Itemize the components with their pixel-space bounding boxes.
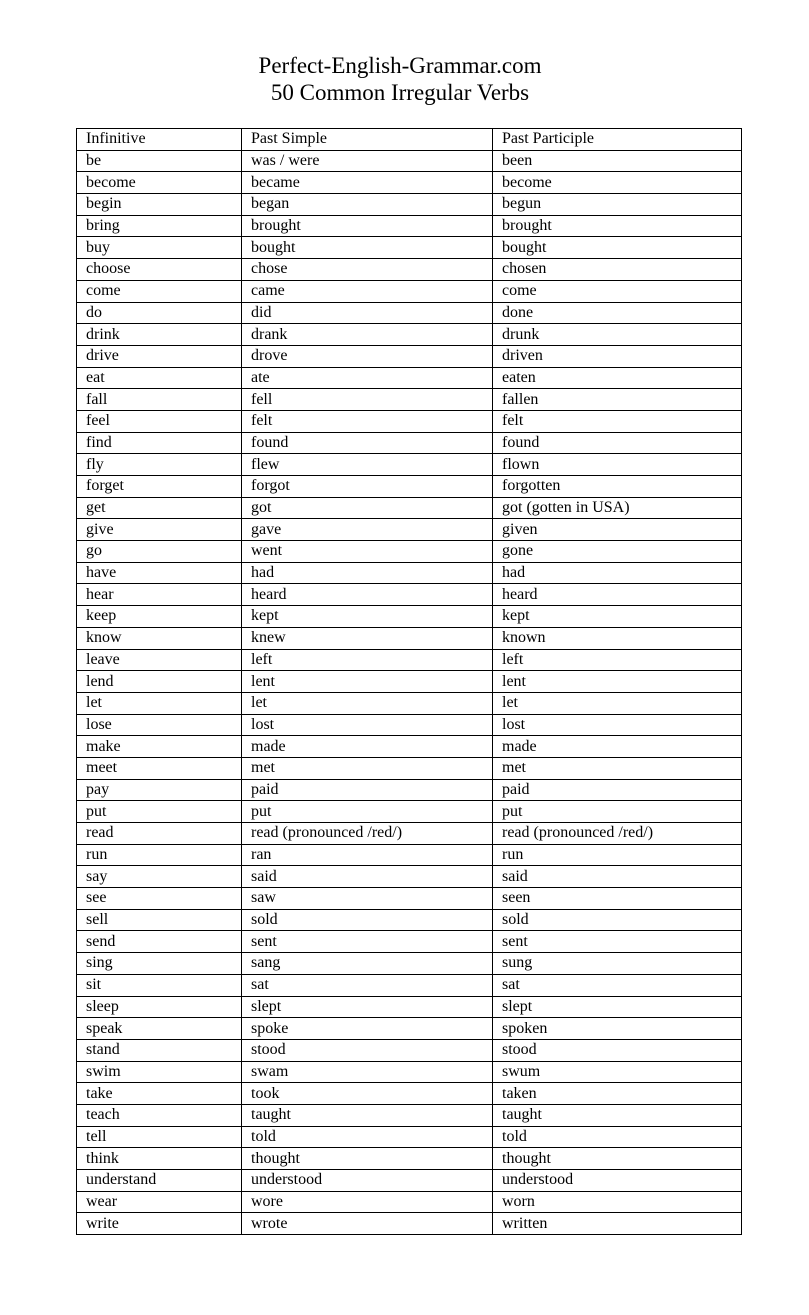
- cell-past-participle: told: [493, 1126, 742, 1148]
- cell-infinitive: give: [77, 519, 242, 541]
- cell-past-simple: came: [242, 280, 493, 302]
- cell-past-simple: was / were: [242, 150, 493, 172]
- cell-past-participle: thought: [493, 1148, 742, 1170]
- cell-past-participle: become: [493, 172, 742, 194]
- table-row: [77, 389, 742, 411]
- cell-infinitive: keep: [77, 606, 242, 628]
- cell-past-simple: slept: [242, 996, 493, 1018]
- cell-past-simple: sent: [242, 931, 493, 953]
- cell-infinitive: read: [77, 823, 242, 845]
- cell-past-simple: lost: [242, 714, 493, 736]
- cell-past-simple: drank: [242, 324, 493, 346]
- table-row: [77, 410, 742, 432]
- table-row: [77, 215, 742, 237]
- cell-infinitive: pay: [77, 779, 242, 801]
- table-row: [77, 1083, 742, 1105]
- cell-past-participle: been: [493, 150, 742, 172]
- cell-past-simple: began: [242, 194, 493, 216]
- cell-past-simple: thought: [242, 1148, 493, 1170]
- table-row: [77, 757, 742, 779]
- cell-past-simple: had: [242, 562, 493, 584]
- column-header-past-participle: Past Participle: [493, 129, 742, 151]
- table-row: [77, 1170, 742, 1192]
- cell-past-participle: begun: [493, 194, 742, 216]
- cell-infinitive: understand: [77, 1170, 242, 1192]
- cell-infinitive: do: [77, 302, 242, 324]
- cell-infinitive: know: [77, 627, 242, 649]
- cell-past-simple: felt: [242, 410, 493, 432]
- cell-infinitive: sit: [77, 974, 242, 996]
- table-row: [77, 931, 742, 953]
- table-row: [77, 172, 742, 194]
- document-title: 50 Common Irregular Verbs: [270, 80, 530, 105]
- cell-past-simple: sat: [242, 974, 493, 996]
- cell-past-participle: met: [493, 757, 742, 779]
- cell-infinitive: buy: [77, 237, 242, 259]
- cell-past-simple: saw: [242, 888, 493, 910]
- cell-infinitive: stand: [77, 1039, 242, 1061]
- cell-infinitive: see: [77, 888, 242, 910]
- cell-infinitive: teach: [77, 1104, 242, 1126]
- table-row: [77, 584, 742, 606]
- cell-infinitive: lend: [77, 671, 242, 693]
- cell-past-simple: bought: [242, 237, 493, 259]
- cell-infinitive: lose: [77, 714, 242, 736]
- cell-past-participle: fallen: [493, 389, 742, 411]
- cell-past-simple: read (pronounced /red/): [242, 823, 493, 845]
- table-header-row: [77, 129, 742, 151]
- table-row: [77, 974, 742, 996]
- cell-infinitive: eat: [77, 367, 242, 389]
- cell-past-simple: chose: [242, 259, 493, 281]
- cell-infinitive: speak: [77, 1018, 242, 1040]
- cell-infinitive: wear: [77, 1191, 242, 1213]
- cell-past-simple: kept: [242, 606, 493, 628]
- table-row: [77, 280, 742, 302]
- table-row: [77, 237, 742, 259]
- cell-past-participle: worn: [493, 1191, 742, 1213]
- cell-past-participle: chosen: [493, 259, 742, 281]
- cell-infinitive: fly: [77, 454, 242, 476]
- cell-past-simple: did: [242, 302, 493, 324]
- cell-past-participle: swum: [493, 1061, 742, 1083]
- cell-infinitive: tell: [77, 1126, 242, 1148]
- cell-infinitive: make: [77, 736, 242, 758]
- cell-past-simple: brought: [242, 215, 493, 237]
- table-row: [77, 432, 742, 454]
- cell-past-participle: kept: [493, 606, 742, 628]
- cell-past-simple: stood: [242, 1039, 493, 1061]
- table-row: [77, 497, 742, 519]
- cell-infinitive: say: [77, 866, 242, 888]
- cell-past-participle: stood: [493, 1039, 742, 1061]
- cell-infinitive: find: [77, 432, 242, 454]
- table-row: [77, 1104, 742, 1126]
- cell-past-participle: gone: [493, 541, 742, 563]
- cell-infinitive: let: [77, 692, 242, 714]
- cell-past-participle: slept: [493, 996, 742, 1018]
- cell-past-simple: wore: [242, 1191, 493, 1213]
- cell-past-simple: took: [242, 1083, 493, 1105]
- table-row: [77, 736, 742, 758]
- cell-past-participle: had: [493, 562, 742, 584]
- table-body: [77, 150, 742, 1234]
- site-name: Perfect-English-Grammar.com: [258, 53, 542, 78]
- irregular-verbs-table: [76, 128, 742, 1235]
- cell-past-participle: got (gotten in USA): [493, 497, 742, 519]
- cell-infinitive: have: [77, 562, 242, 584]
- table-row: [77, 823, 742, 845]
- column-header-past-simple: Past Simple: [242, 129, 493, 151]
- cell-past-simple: fell: [242, 389, 493, 411]
- column-header-infinitive: Infinitive: [77, 129, 242, 151]
- table-row: [77, 909, 742, 931]
- cell-infinitive: fall: [77, 389, 242, 411]
- cell-past-simple: flew: [242, 454, 493, 476]
- cell-past-participle: done: [493, 302, 742, 324]
- cell-infinitive: meet: [77, 757, 242, 779]
- cell-past-participle: drunk: [493, 324, 742, 346]
- cell-past-simple: heard: [242, 584, 493, 606]
- cell-past-simple: wrote: [242, 1213, 493, 1235]
- cell-past-simple: said: [242, 866, 493, 888]
- table-row: [77, 1039, 742, 1061]
- cell-infinitive: become: [77, 172, 242, 194]
- cell-past-simple: ran: [242, 844, 493, 866]
- table-row: [77, 519, 742, 541]
- table-row: [77, 649, 742, 671]
- cell-infinitive: drive: [77, 345, 242, 367]
- cell-infinitive: get: [77, 497, 242, 519]
- cell-past-participle: let: [493, 692, 742, 714]
- cell-past-simple: met: [242, 757, 493, 779]
- table-row: [77, 606, 742, 628]
- cell-past-participle: come: [493, 280, 742, 302]
- cell-past-participle: forgotten: [493, 476, 742, 498]
- cell-past-simple: put: [242, 801, 493, 823]
- cell-past-participle: given: [493, 519, 742, 541]
- table-row: [77, 367, 742, 389]
- cell-past-simple: understood: [242, 1170, 493, 1192]
- cell-past-participle: understood: [493, 1170, 742, 1192]
- cell-past-participle: eaten: [493, 367, 742, 389]
- cell-past-simple: let: [242, 692, 493, 714]
- cell-infinitive: think: [77, 1148, 242, 1170]
- cell-infinitive: choose: [77, 259, 242, 281]
- cell-past-simple: forgot: [242, 476, 493, 498]
- cell-past-simple: found: [242, 432, 493, 454]
- cell-past-participle: read (pronounced /red/): [493, 823, 742, 845]
- table-row: [77, 627, 742, 649]
- table-row: [77, 259, 742, 281]
- cell-past-participle: made: [493, 736, 742, 758]
- cell-past-simple: drove: [242, 345, 493, 367]
- cell-infinitive: drink: [77, 324, 242, 346]
- cell-infinitive: bring: [77, 215, 242, 237]
- cell-infinitive: write: [77, 1213, 242, 1235]
- table-row: [77, 454, 742, 476]
- cell-past-simple: left: [242, 649, 493, 671]
- table-row: [77, 1148, 742, 1170]
- cell-past-participle: seen: [493, 888, 742, 910]
- cell-past-participle: said: [493, 866, 742, 888]
- table-row: [77, 953, 742, 975]
- cell-infinitive: swim: [77, 1061, 242, 1083]
- table-row: [77, 1213, 742, 1235]
- table-row: [77, 996, 742, 1018]
- cell-infinitive: run: [77, 844, 242, 866]
- cell-infinitive: sell: [77, 909, 242, 931]
- cell-past-simple: paid: [242, 779, 493, 801]
- cell-infinitive: go: [77, 541, 242, 563]
- table-row: [77, 1191, 742, 1213]
- cell-past-participle: written: [493, 1213, 742, 1235]
- cell-past-participle: sung: [493, 953, 742, 975]
- cell-past-participle: taken: [493, 1083, 742, 1105]
- cell-past-simple: spoke: [242, 1018, 493, 1040]
- cell-past-participle: bought: [493, 237, 742, 259]
- cell-past-simple: gave: [242, 519, 493, 541]
- cell-infinitive: sing: [77, 953, 242, 975]
- table-row: [77, 150, 742, 172]
- table-row: [77, 194, 742, 216]
- cell-infinitive: put: [77, 801, 242, 823]
- document-header: [0, 52, 800, 106]
- cell-past-participle: sold: [493, 909, 742, 931]
- cell-past-participle: run: [493, 844, 742, 866]
- table-row: [77, 779, 742, 801]
- cell-infinitive: sleep: [77, 996, 242, 1018]
- table-row: [77, 1126, 742, 1148]
- cell-past-participle: put: [493, 801, 742, 823]
- cell-past-simple: told: [242, 1126, 493, 1148]
- table-row: [77, 562, 742, 584]
- cell-infinitive: forget: [77, 476, 242, 498]
- cell-infinitive: begin: [77, 194, 242, 216]
- cell-past-simple: became: [242, 172, 493, 194]
- cell-past-simple: knew: [242, 627, 493, 649]
- cell-past-participle: lent: [493, 671, 742, 693]
- table-row: [77, 671, 742, 693]
- cell-past-participle: flown: [493, 454, 742, 476]
- table-row: [77, 1018, 742, 1040]
- cell-past-participle: heard: [493, 584, 742, 606]
- cell-past-participle: brought: [493, 215, 742, 237]
- table-row: [77, 866, 742, 888]
- table-row: [77, 345, 742, 367]
- cell-past-participle: paid: [493, 779, 742, 801]
- table-row: [77, 1061, 742, 1083]
- cell-infinitive: send: [77, 931, 242, 953]
- table-row: [77, 541, 742, 563]
- cell-past-participle: taught: [493, 1104, 742, 1126]
- cell-infinitive: be: [77, 150, 242, 172]
- cell-past-participle: known: [493, 627, 742, 649]
- cell-infinitive: come: [77, 280, 242, 302]
- cell-past-simple: sold: [242, 909, 493, 931]
- table-row: [77, 476, 742, 498]
- cell-infinitive: take: [77, 1083, 242, 1105]
- cell-past-simple: got: [242, 497, 493, 519]
- cell-past-simple: taught: [242, 1104, 493, 1126]
- table-row: [77, 888, 742, 910]
- cell-past-participle: sat: [493, 974, 742, 996]
- table-row: [77, 302, 742, 324]
- cell-past-participle: sent: [493, 931, 742, 953]
- cell-infinitive: hear: [77, 584, 242, 606]
- cell-past-simple: lent: [242, 671, 493, 693]
- cell-past-participle: driven: [493, 345, 742, 367]
- cell-past-participle: left: [493, 649, 742, 671]
- cell-past-participle: spoken: [493, 1018, 742, 1040]
- cell-past-simple: sang: [242, 953, 493, 975]
- cell-past-simple: made: [242, 736, 493, 758]
- cell-infinitive: leave: [77, 649, 242, 671]
- table-row: [77, 844, 742, 866]
- cell-past-simple: swam: [242, 1061, 493, 1083]
- cell-past-simple: went: [242, 541, 493, 563]
- cell-past-participle: lost: [493, 714, 742, 736]
- table-row: [77, 801, 742, 823]
- table-row: [77, 324, 742, 346]
- cell-past-participle: found: [493, 432, 742, 454]
- cell-past-simple: ate: [242, 367, 493, 389]
- table-row: [77, 692, 742, 714]
- cell-infinitive: feel: [77, 410, 242, 432]
- cell-past-participle: felt: [493, 410, 742, 432]
- table-row: [77, 714, 742, 736]
